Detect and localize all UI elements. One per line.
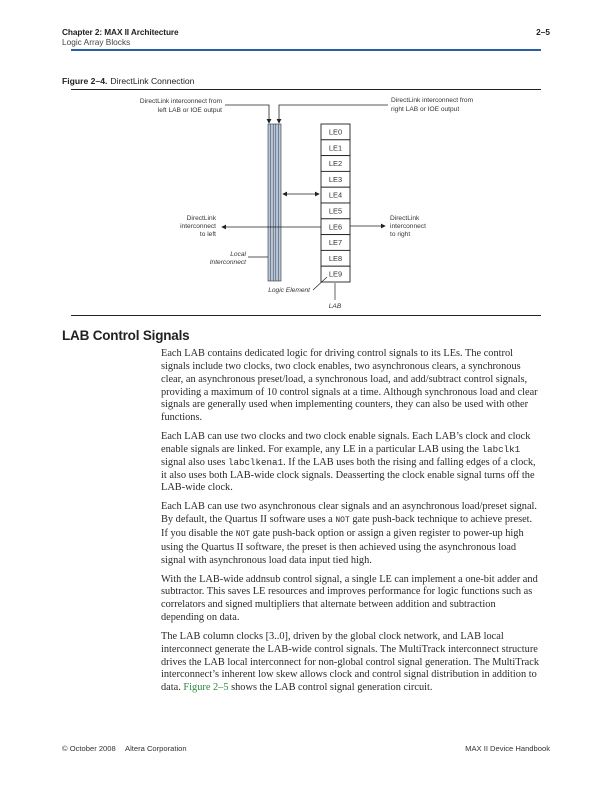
- logic-element-label: LE6: [328, 222, 343, 232]
- section-heading: LAB Control Signals: [62, 328, 190, 343]
- local-interconnect-label-1: Local: [230, 251, 246, 258]
- logic-element-label: Logic Element: [268, 287, 310, 294]
- code-not: NOT: [235, 529, 251, 539]
- chapter-title: Chapter 2: MAX II Architecture: [62, 27, 179, 37]
- logic-element-label: LE1: [328, 143, 343, 153]
- lab-label: LAB: [328, 303, 342, 310]
- logic-element-label: LE7: [328, 238, 343, 248]
- text: gate push-back option or assign a given register to power-up high using the Quartus II software, the preset is then achieved using the asynchronous load signal with asynchronous load data input tied high.: [161, 527, 524, 566]
- figure-2-5-link[interactable]: Figure 2–5: [183, 682, 229, 694]
- code-labclk1: labclk1: [481, 443, 521, 455]
- right-input-arrow: [279, 105, 388, 123]
- figure-title: DirectLink Connection: [110, 76, 195, 86]
- logic-element-label: LE0: [328, 127, 343, 137]
- footer-company: Altera Corporation: [125, 744, 187, 753]
- left-input-label-2: left LAB or IOE output: [157, 107, 222, 114]
- to-left-label-1: DirectLink: [186, 215, 216, 222]
- paragraph-4: With the LAB-wide addnsub control signal, a single LE can implement a one-bit adder and subtractor. This saves LE resources and improves performance for logic functions such as correlators and signed multipliers that alternate between addition and subtraction depending on data.: [161, 573, 538, 624]
- paragraph-1: Each LAB contains dedicated logic for driving control signals to its LEs. The control signals include two clocks, two clock enables, two asynchronous clears, a synchronous clear, an asynchronous preset/load, a synchronous load, and add/subtract control signals, providing a maximum of 10 control signals at a time. Although synchronous load and clear signals are generally used when implementing counters, they can also be used with other functions.: [161, 348, 538, 424]
- text: gate push-back technique to achieve preset. If you disable the: [161, 514, 533, 539]
- paragraph-2: [161, 431, 541, 495]
- right-input-label-2: right LAB or IOE output: [391, 106, 460, 113]
- logic-element-label: LE3: [328, 174, 343, 184]
- page-number: 2–5: [536, 27, 550, 37]
- logic-element-leader: [313, 277, 327, 290]
- footer-date: © October 2008: [62, 744, 116, 753]
- text: Each LAB can use two clocks and two clock enable signals. Each LAB’s clock and clock enable signals are linked. For example, any LE in a particular LAB using the: [161, 431, 531, 455]
- text: signal also uses: [161, 456, 228, 468]
- text: shows the LAB control signal generation circuit.: [228, 682, 433, 694]
- figure-bottom-rule: [71, 315, 541, 316]
- logic-element-label: LE4: [328, 190, 343, 200]
- section-body: [161, 348, 541, 701]
- to-right-label-2: interconnect: [390, 223, 426, 230]
- left-input-label-1: DirectLink interconnect from: [139, 98, 222, 105]
- code-labclkena1: labclkena1: [227, 456, 284, 468]
- figure-number: Figure 2–4.: [62, 76, 108, 86]
- directlink-diagram: [0, 0, 612, 320]
- logic-element-label: LE9: [328, 269, 343, 279]
- code-not: NOT: [335, 516, 350, 526]
- right-input-label-1: DirectLink interconnect from: [391, 97, 474, 104]
- to-left-label-2: interconnect: [180, 223, 216, 230]
- logic-element-label: LE5: [328, 206, 343, 216]
- logic-element-label: LE8: [328, 253, 343, 263]
- logic-element-label: LE2: [328, 159, 343, 169]
- left-input-arrow: [225, 105, 269, 123]
- section-title: Logic Array Blocks: [62, 37, 131, 47]
- paragraph-3: [161, 501, 541, 567]
- to-left-label-3: to left: [199, 231, 216, 238]
- paragraph-5: [161, 631, 541, 695]
- to-right-label-3: to right: [390, 231, 411, 238]
- local-interconnect-bus: [268, 124, 281, 281]
- text: The LAB column clocks [3..0], driven by the global clock network, and LAB local interconnect generate the LAB-wide control signals. The MultiTrack interconnect structure drives the LAB local interconnect for non-global control signal generation. The MultiTrack interconnect’s inherent low skew allows clock and control signal distribution in addition to data.: [161, 630, 540, 694]
- text: . If the LAB uses both the rising and falling edges of a clock, it also uses both LAB-wide clock signals. Deasserting the clock enable signal turns off the LAB-wide clock.: [161, 456, 536, 494]
- local-interconnect-label-2: Interconnect: [209, 259, 246, 266]
- footer-handbook: MAX II Device Handbook: [465, 744, 550, 753]
- text: Each LAB can use two asynchronous clear signals and an asynchronous load/preset signal. By default, the Quartus II software uses a: [161, 501, 538, 526]
- to-right-label-1: DirectLink: [390, 215, 420, 222]
- logic-element-column: [321, 124, 350, 282]
